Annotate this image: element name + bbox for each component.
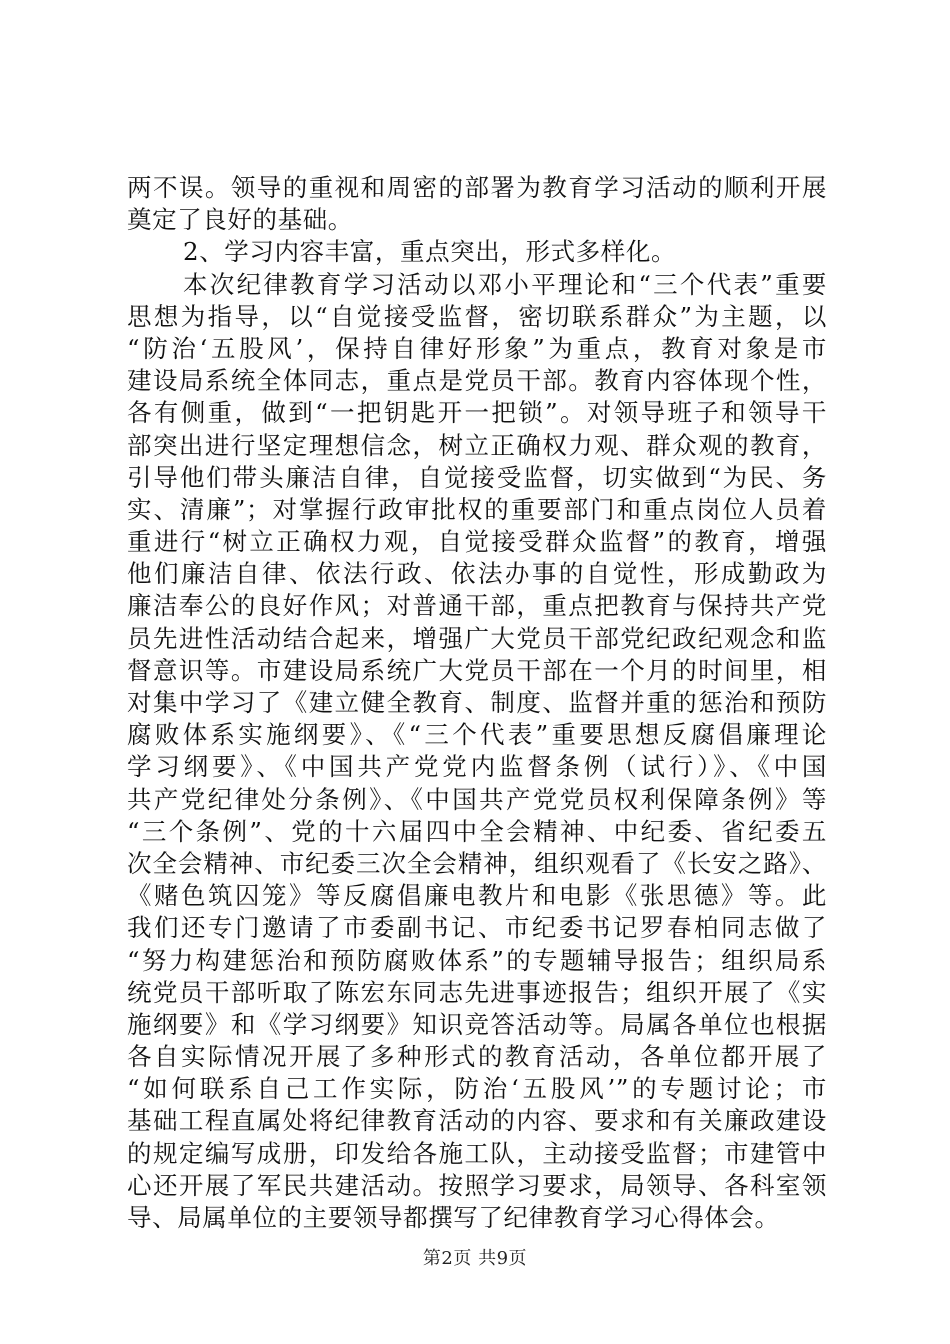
text-line: 施纲要》和《学习纲要》知识竞答活动等。局属各单位也根据	[127, 1009, 827, 1039]
text-line: “如何联系自己工作实际，防治‘五股风’”的专题讨论；市	[127, 1074, 827, 1104]
text-line: 员先进性活动结合起来，增强广大党员干部党纪政纪观念和监	[127, 623, 827, 653]
page-number: 第2页 共9页	[422, 1248, 528, 1269]
document-body	[127, 172, 827, 1234]
text-line: 督意识等。市建设局系统广大党员干部在一个月的时间里，相	[127, 655, 827, 685]
text-line: 部突出进行坚定理想信念，树立正确权力观、群众观的教育，	[127, 430, 827, 460]
text-line: “防治‘五股风’，保持自律好形象”为重点，教育对象是市	[127, 333, 827, 363]
text-line: 统党员干部听取了陈宏东同志先进事迹报告；组织开展了《实	[127, 977, 827, 1007]
text-line: 我们还专门邀请了市委副书记、市纪委书记罗春柏同志做了	[127, 913, 827, 943]
text-line: 他们廉洁自律、依法行政、依法办事的自觉性，形成勤政为	[127, 559, 827, 589]
text-line: 次全会精神、市纪委三次全会精神，组织观看了《长安之路》、	[127, 848, 827, 878]
text-line: 建设局系统全体同志，重点是党员干部。教育内容体现个性，	[127, 366, 827, 396]
text-line: 心还开展了军民共建活动。按照学习要求，局领导、各科室领	[127, 1170, 827, 1200]
text-line: 奠定了良好的基础。	[127, 205, 353, 235]
section-heading: 2、学习内容丰富，重点突出，形式多样化。	[183, 237, 677, 267]
text-line: 各有侧重，做到“一把钥匙开一把锁”。对领导班子和领导干	[127, 398, 827, 428]
text-line: 引导他们带头廉洁自律，自觉接受监督，切实做到“为民、务	[127, 462, 827, 492]
text-line: 腐败体系实施纲要》、《“三个代表”重要思想反腐倡廉理论	[127, 720, 827, 750]
text-line: “三个条例”、党的十六届四中全会精神、中纪委、省纪委五	[127, 816, 827, 846]
text-line: 共产党纪律处分条例》、《中国共产党党员权利保障条例》等	[127, 784, 827, 814]
text-line: 重进行“树立正确权力观，自觉接受群众监督”的教育，增强	[127, 527, 827, 557]
text-line: 《赌色筑囚笼》等反腐倡廉电教片和电影《张思德》等。此	[127, 881, 827, 911]
text-line: 本次纪律教育学习活动以邓小平理论和“三个代表”重要	[183, 269, 827, 299]
text-line: 导、局属单位的主要领导都撰写了纪律教育学习心得体会。	[127, 1203, 780, 1232]
page-footer	[0, 1244, 950, 1270]
text-line: 的规定编写成册，印发给各施工队，主动接受监督；市建管中	[127, 1138, 827, 1168]
text-line: 各自实际情况开展了多种形式的教育活动，各单位都开展了	[127, 1042, 827, 1072]
text-line: 两不误。领导的重视和周密的部署为教育学习活动的顺利开展	[127, 173, 827, 202]
text-line: “努力构建惩治和预防腐败体系”的专题辅导报告；组织局系	[127, 945, 827, 975]
text-line: 实、清廉”；对掌握行政审批权的重要部门和重点岗位人员着	[127, 494, 827, 524]
text-line: 基础工程直属处将纪律教育活动的内容、要求和有关廉政建设	[127, 1106, 827, 1136]
text-line: 思想为指导，以“自觉接受监督，密切联系群众”为主题，以	[127, 301, 827, 331]
text-line: 学习纲要》、《中国共产党党内监督条例（试行）》、《中国	[127, 752, 827, 782]
text-line: 廉洁奉公的良好作风；对普通干部，重点把教育与保持共产党	[127, 591, 827, 621]
text-line: 对集中学习了《建立健全教育、制度、监督并重的惩治和预防	[127, 688, 827, 717]
